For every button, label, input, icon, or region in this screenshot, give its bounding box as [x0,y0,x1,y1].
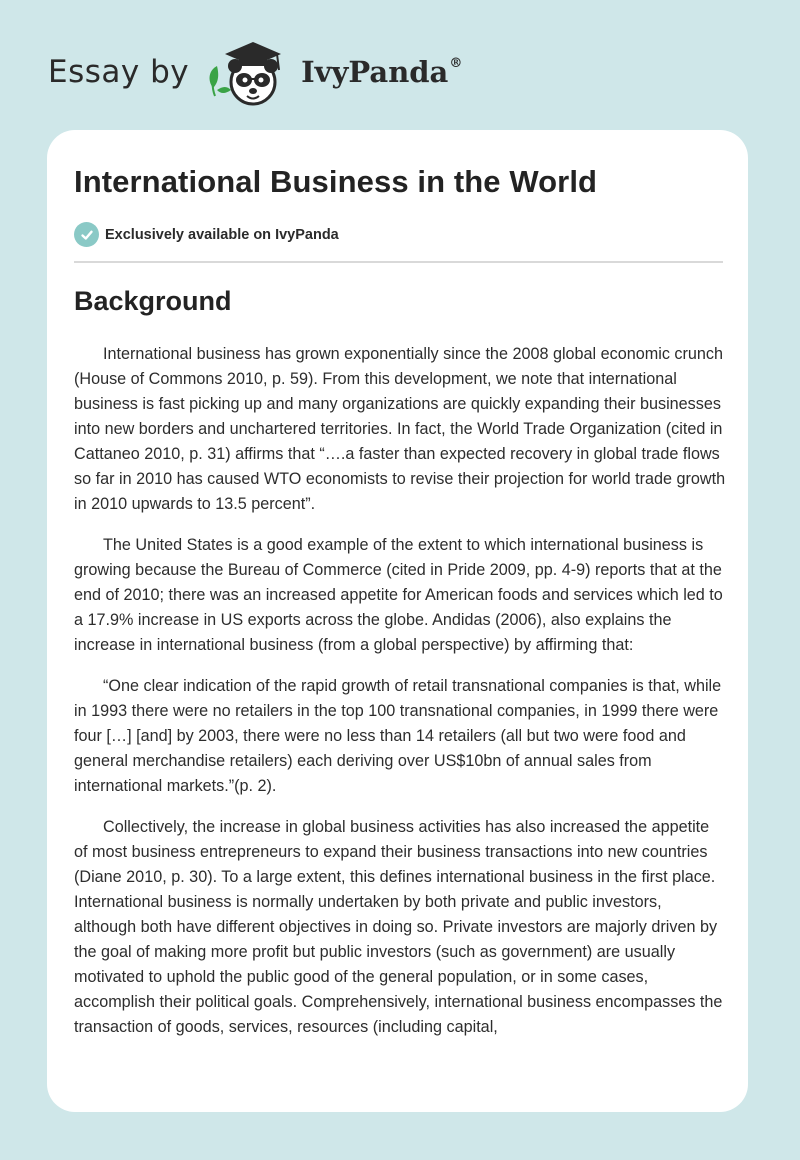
essay-body [74,342,726,1056]
section-heading: Background [74,286,232,316]
brand-label: IvyPanda [301,55,449,89]
site-header [48,36,462,108]
registered-mark: ® [449,56,463,71]
essay-by-label: Essay by [48,54,190,90]
exclusive-badge-label: Exclusively available on IvyPanda [105,226,339,243]
page-title: International Business in the World [74,164,598,199]
exclusive-badge [74,222,339,247]
paragraph: Collectively, the increase in global business activities has also increased the appetite of most business entrepreneurs to expand their business transactions into new countries (Diane 2010, p. 30). To a large extent, this defines international business in the first place. International business is normally undertaken by both private and public investors, although both have different objectives in doing so. Private investors are majorly driven by the goal of making more profit but public investors (such as government) are usually motivated to uphold the public good of the general population, or in some cases, accomplish their political goals. Comprehensively, international business encompasses the transaction of goods, services, resources (including capital, [74,818,723,1036]
check-circle-icon [74,222,99,247]
paragraph: International business has grown exponentially since the 2008 global economic crunch (House of Commons 2010, p. 59). From this development, we note that international business is fast picking up and many organizations are quickly expanding their businesses into new borders and unchartered territories. In fact, the World Trade Organization (cited in Cattaneo 2010, p. 31) affirms that “….a faster than expected recovery in global trade flows so far in 2010 has caused WTO economists to revise their projection for world trade growth in 2010 upwards to 13.5 percent”. [74,345,726,513]
essay-card [47,130,748,1112]
paragraph: The United States is a good example of the extent to which international business is growing because the Bureau of Commerce (cited in Pride 2009, pp. 4-9) reports that at the end of 2010; there was an increased appetite for American foods and services which led to a 17.9% increase in US exports across the globe. Andidas (2006), also explains the increase in international business (from a global perspective) by affirming that: [74,536,723,654]
divider [74,261,723,263]
panda-graduate-icon[interactable] [203,36,295,108]
block-quote: “One clear indication of the rapid growth of retail transnational companies is that, while in 1993 there were no retailers in the top 100 transnational companies, in 1999 there were four […] [and] by 2003, there were no less than 14 retailers (all but two were food and general merchandise retailers) each deriving over US$10bn of annual sales from international markets.”(p. 2). [74,677,722,795]
brand-name[interactable] [301,55,462,89]
